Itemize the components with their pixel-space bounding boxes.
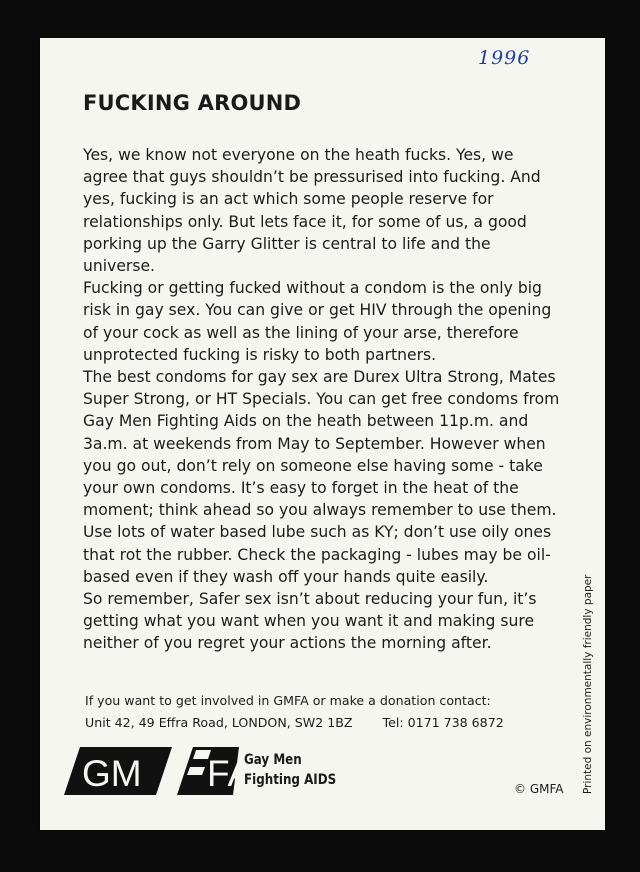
organization-name-line2: Fighting AIDS [244,772,337,788]
paragraph: Use lots of water based lube such as KY; don’t use oily ones that rot the rubber. Check the packaging - lubes may be oil-based even if they wash off your hands quite easily. [83,523,552,586]
contact-phone: Tel: 0171 738 6872 [382,715,504,730]
contact-intro: If you want to get involved in GMFA or make a donation contact: [85,693,491,708]
paragraph: The best condoms for gay sex are Durex Ultra Strong, Mates Super Strong, or HT Specials. You can get free condoms from Gay Men Fighting Aids on the heath between 11p.m. and 3a.m. at weekends from May to September. However when you go out, don’t rely on someone else having some - take your own condoms. It’s easy to forget in the heat of the moment; think ahead so you always remember to use them. [83,368,560,520]
logo-left-text: GM [82,753,142,794]
organization-name [244,750,352,790]
leaflet-card [40,38,605,830]
logo-right-text: FA [207,753,253,794]
paragraph: Fucking or getting fucked without a condom is the only big risk in gay sex. You can give or get HIV through the opening of your cock as well as the lining of your arse, therefore unprotected fucking is risky to both partners. [83,279,552,364]
contact-info [85,690,555,734]
contact-line [85,712,555,734]
paragraph: Yes, we know not everyone on the heath fucks. Yes, we agree that guys shouldn’t be pressurised into fucking. And yes, fucking is an act which some people reserve for relationships only. But lets face it, for some of us, a good porking up the Garry Glitter is central to life and the universe. [83,146,541,276]
organization-name-line1: Gay Men [244,752,302,768]
contact-address: Unit 42, 49 Effra Road, LONDON, SW2 1BZ [85,715,353,730]
paragraph: So remember, Safer sex isn’t about reducing your fun, it’s getting what you want when you want it and making sure neither of you regret your actions the morning after. [83,590,537,653]
body-text [83,144,561,655]
printed-note: Printed on environmentally friendly paper [582,574,594,794]
copyright: © GMFA [514,782,564,796]
gmfa-logo [64,747,253,795]
handwritten-year: 1996 [478,47,531,69]
page-title: FUCKING AROUND [83,91,302,115]
